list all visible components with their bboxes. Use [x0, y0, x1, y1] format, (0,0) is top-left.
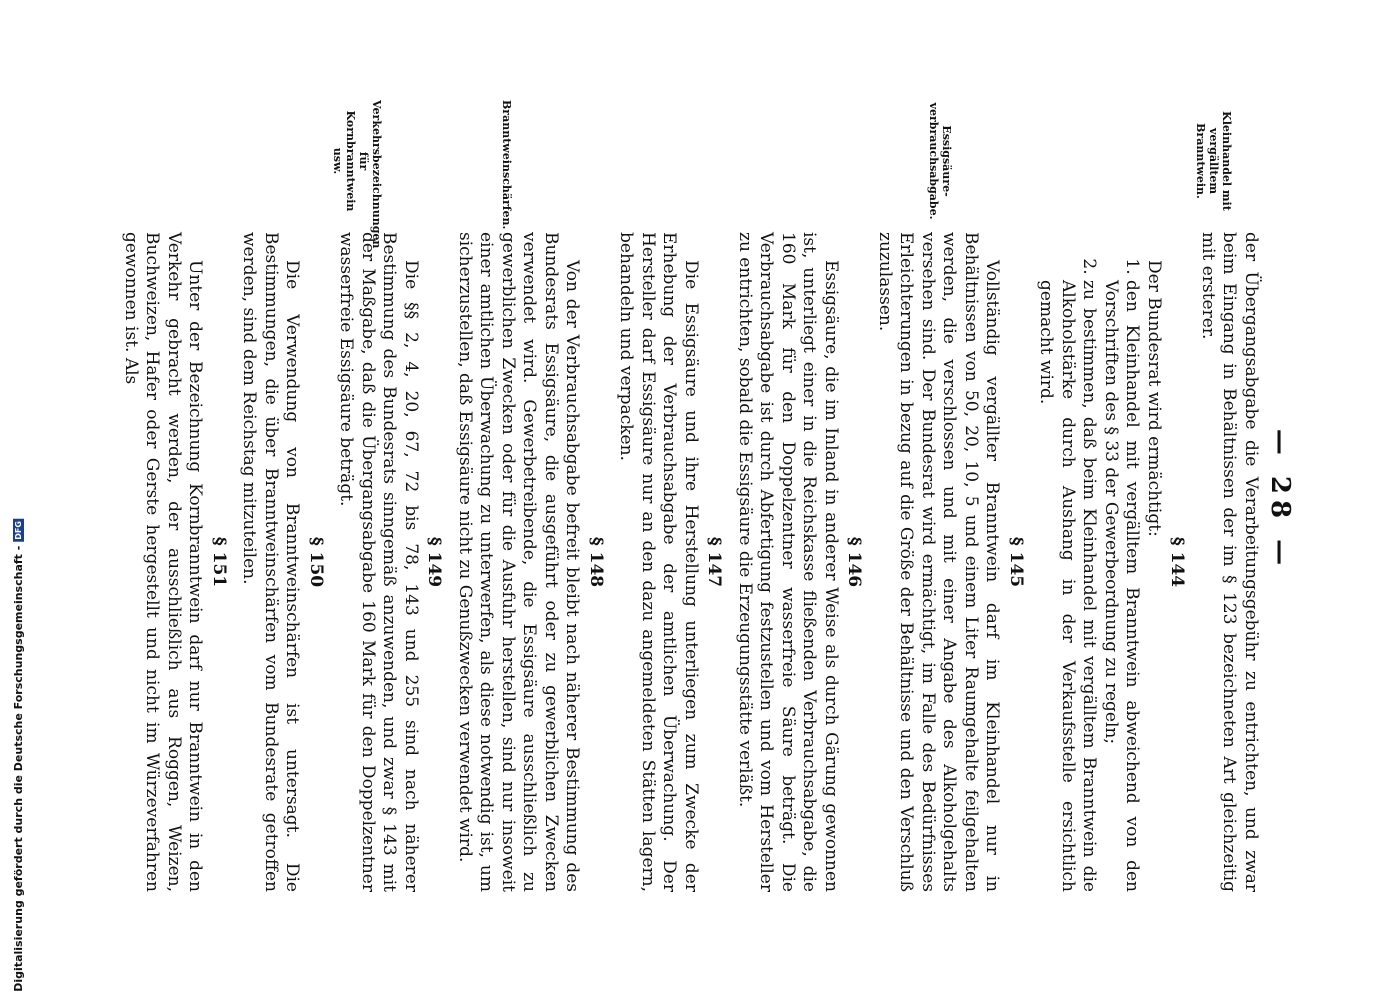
section-146-text: Essigsäure, die im Inland in anderer Weise als durch Gärung gewonnen ist, unterliegt einer in die Reichskasse fließenden Verbrauchsabgabe, die 160 Mark für den Doppelzentner wasserfreie Säure beträgt. Die Verbrauchsabgabe ist durch Abfertigung festzustellen und vom Hersteller zu entrichten, sobald die Essigsäure die Erzeugungsstätte verläßt.: [735, 232, 841, 892]
document-body: [120, 232, 1262, 892]
section-149-text: Die §§ 2, 4, 20, 67, 72 bis 78, 143 und 255 sind nach näherer Bestimmung des Bundesrats sinngemäß anzuwenden, und zwar § 143 mit der Maßgabe, daß die Übergangsabgabe 160 Mark für den Doppelzentner wasserfreie Essigsäure beträgt.: [336, 232, 421, 892]
page-number: — 28 —: [1265, 428, 1295, 572]
side-note-kleinhandel: Kleinhandel mit vergälltem Branntwein.: [1194, 111, 1233, 211]
section-heading-149: § 149: [424, 536, 445, 588]
section-151-text: Unter der Bezeichnung Kornbranntwein darf nur Branntwein in den Verkehr gebracht werden, der ausschließlich aus Roggen, Weizen, Buchweizen, Hafer oder Gerste hergestellt und nicht im Würzeverfahren gewonnen ist. Als: [121, 232, 206, 892]
opening-paragraph: der Übergangsabgabe die Verarbeitungsgebühr zu entrichten, und zwar beim Eingang in Behältnissen der im § 123 bezeichneten Art gleichzeitig mit ersterer.: [1198, 232, 1261, 892]
section-heading-150: § 150: [306, 536, 326, 588]
section-145-text: Vollständig vergällter Branntwein darf im Kleinhandel nur in Behältnissen von 50, 20, 10, 5 und einem Liter Raumgehalte feilgehalten werden, die verschlossen und mit einer Angabe des Alkoholgehalts versehen sind. Der Bundesrat wird ermächtigt, im Falle des Bedürfnisses Erleichterungen in bezug auf die Größe der Behältnisse und den Verschluß zuzulassen.: [875, 232, 1003, 892]
dfg-logo: DFG: [14, 521, 23, 540]
section-heading-148: § 148: [586, 536, 606, 588]
section-150-text: Die Verwendung von Branntweinschärfen ist untersagt. Die Bestimmungen, die über Branntweinschärfen vom Bundesrate getroffen werden, sind dem Reichstag mitzuteilen.: [239, 232, 303, 892]
section-144-list: [1035, 232, 1143, 892]
side-note-kornbranntwein: Verkehrsbezeichnungen für Kornbranntwein usw.: [331, 100, 383, 249]
section-heading-145: § 145: [1006, 536, 1026, 588]
side-note-essigsaeure: Essigsäure-verbrauchsabgabe.: [927, 102, 953, 220]
section-heading-151: § 151: [209, 536, 229, 588]
section-148-text: Von der Verbrauchsabgabe befreit bleibt nach näherer Bestimmung des Bundesrats Essigsäure, die ausgeführt oder zu gewerblichen Zwecken verwendet wird. Gewerbetreibende, die Essigsäure ausschließlich zu gewerblichen Zwecken oder für die Ausfuhr herstellen, sind nur insoweit einer amtlichen Überwachung zu unterwerfen, als diese notwendig ist, um sicherzustellen, daß Essigsäure nicht zu Genußzwecken verwendet wird.: [455, 232, 583, 892]
section-144-item-2: 2. zu bestimmen, daß beim Kleinhandel mit vergälltem Branntwein die Alkoholstärke durch Aushang in der Verkaufsstelle ersichtlich gemacht wird.: [1035, 280, 1100, 892]
section-144-intro: Der Bundesrat wird ermächtigt:: [1144, 260, 1164, 537]
digitization-credit: [12, 519, 25, 992]
section-147-text: Die Essigsäure und ihre Herstellung unterliegen zum Zwecke der Erhebung der Verbrauchsabgabe der amtlichen Überwachung. Der Hersteller darf Essigsäure nur an den dazu angemeldeten Stätten lagern, behandeln und verpacken.: [616, 232, 701, 892]
section-heading-144: § 144: [1167, 536, 1188, 588]
section-heading-146: § 146: [844, 536, 865, 588]
side-note-branntweinschaerfen: Branntweinschärfen.: [500, 100, 513, 230]
section-heading-147: § 147: [704, 536, 725, 588]
section-144-item-1: 1. den Kleinhandel mit vergälltem Branntwein abweichend von den Vorschriften des § 33 der Gewerbeordnung zu regeln;: [1100, 280, 1143, 892]
digitization-credit-text: Digitalisierung gefördert durch die Deutsche Forschungsgemeinschaft -: [12, 545, 25, 992]
